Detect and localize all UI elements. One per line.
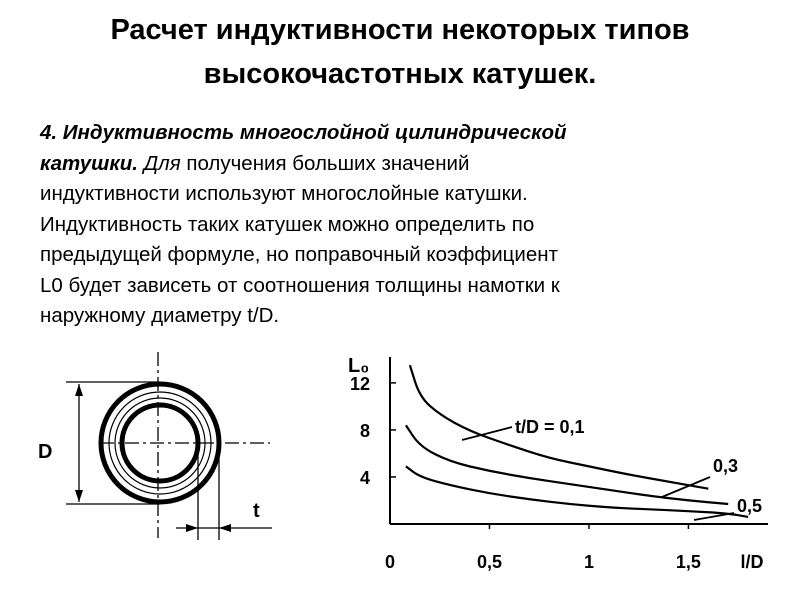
paragraph-heading: 4. Индуктивность многослойной цилиндрической [40,121,567,144]
paragraph-line-7: наружному диаметру t/D. [40,304,280,327]
y-tick-label: 4 [359,467,370,488]
chart-axes [390,357,768,524]
y-tick-label: 12 [349,373,370,394]
chart-series [406,365,748,517]
paragraph-line-6: L0 будет зависеть от соотношения толщины намотки к [40,273,560,297]
paragraph-line-3: индуктивности используют многослойные катушки. [40,182,528,205]
chart-ticks [350,374,701,572]
x-tick-label: 1 [583,552,594,572]
paragraph-line-5: предыдущей формуле, но поправочный коэффициент [40,243,558,266]
y-axis-label: L₀ [348,355,370,377]
title-line-1: Расчет индуктивности некоторых типов [110,14,690,46]
chart-labels [348,355,764,572]
series-line-3 [406,466,748,517]
paragraph-italic-word: Для [143,151,181,175]
x-tick-label: 0,5 [476,552,502,572]
series-line-2 [406,425,728,504]
dimension-t-label: t [253,500,260,522]
paragraph-heading-end: катушки. [40,151,138,175]
x-tick-label: 1,5 [675,552,701,572]
dimension-D-label: D [38,441,53,463]
series-label: 0,5 [737,496,763,516]
series-label: 0,3 [713,456,739,476]
paragraph-line-2-rest: получения больших значений [180,151,470,175]
title-line-2: высокочастотных катушек. [203,58,597,90]
y-tick-label: 8 [359,420,370,441]
x-tick-label: 0 [384,552,396,572]
paragraph-line-4: Индуктивность таких катушек можно определить по [40,212,535,236]
x-axis-label: l/D [740,552,764,572]
series-label: t/D = 0,1 [515,417,585,437]
series-leader-line [694,513,734,520]
